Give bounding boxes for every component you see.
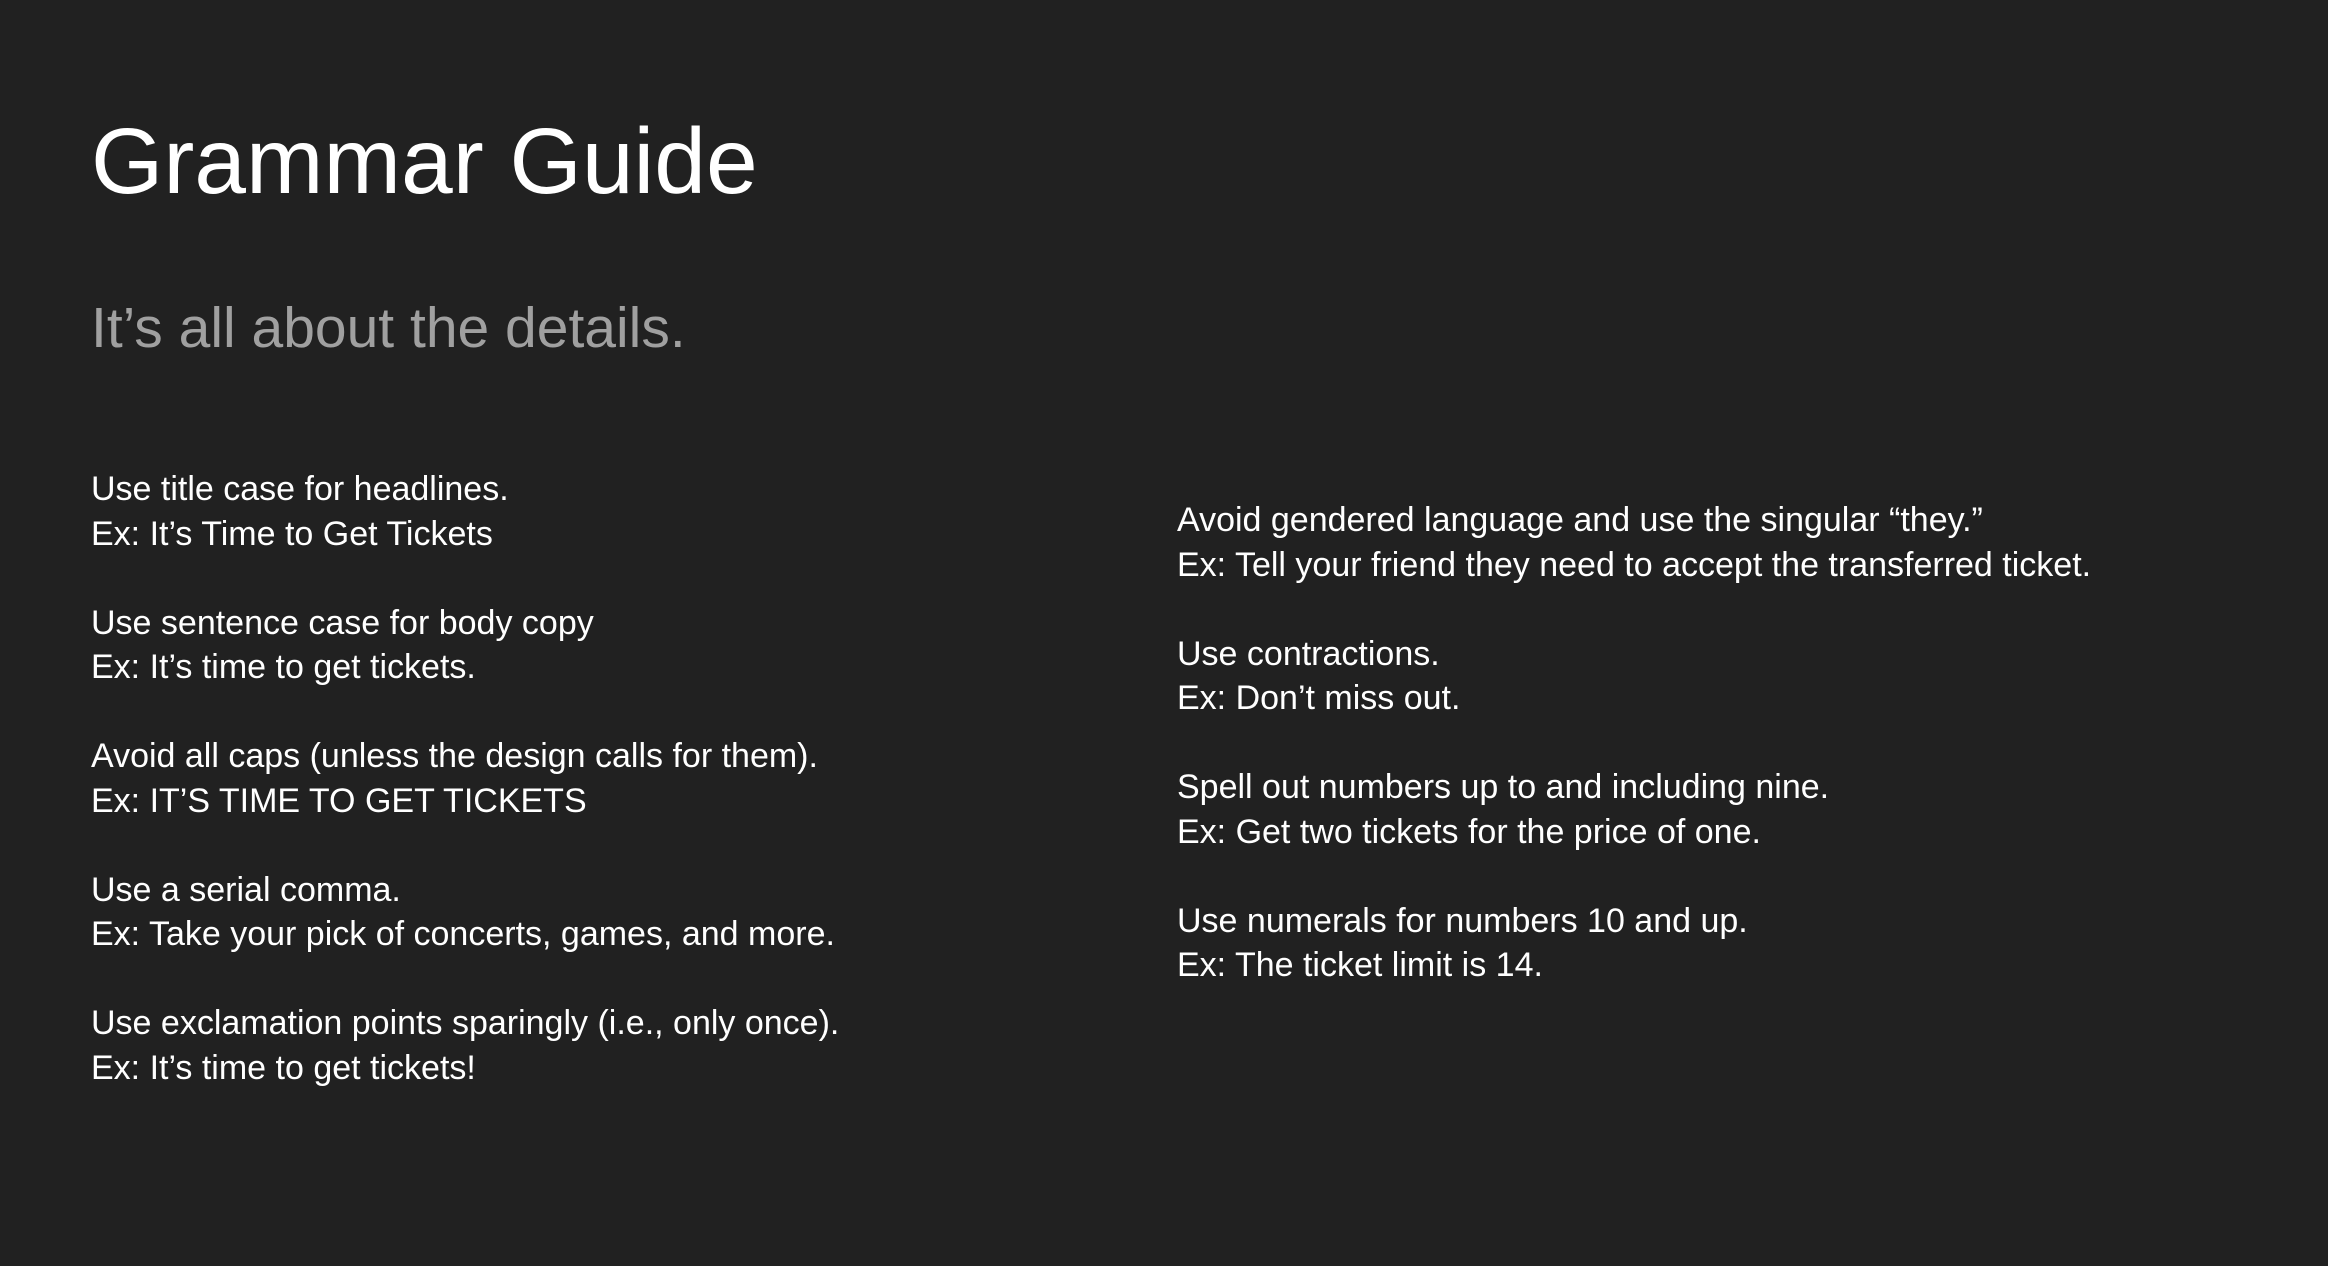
rule-item xyxy=(91,868,1091,957)
rule-item xyxy=(91,601,1091,690)
rules-column-left xyxy=(91,467,1091,1090)
rule-text: Use title case for headlines. xyxy=(91,470,509,508)
rule-example: Ex: It’s time to get tickets! xyxy=(91,1048,476,1087)
rule-text: Use exclamation points sparingly (i.e., only once). xyxy=(91,1004,840,1042)
rule-item xyxy=(91,1001,1091,1090)
rule-item xyxy=(1177,765,2097,854)
rule-text: Use a serial comma. xyxy=(91,870,401,909)
rule-example: Ex: It’s Time to Get Tickets xyxy=(91,514,493,553)
page-title: Grammar Guide xyxy=(91,109,758,213)
page-subtitle: It’s all about the details. xyxy=(91,296,686,360)
rule-item xyxy=(91,467,1091,556)
rule-text: Spell out numbers up to and including nine. xyxy=(1177,768,1830,806)
rule-item xyxy=(91,734,1091,823)
rule-example: Ex: It’s time to get tickets. xyxy=(91,648,476,686)
rule-example: Ex: Tell your friend they need to accept the transferred ticket. xyxy=(1177,545,2092,584)
rule-text: Avoid gendered language and use the singular “they.” xyxy=(1177,501,1983,539)
rule-example: Ex: Take your pick of concerts, games, and more. xyxy=(91,915,835,953)
rule-item xyxy=(1177,632,2097,721)
rules-column-right xyxy=(1177,498,2097,988)
rule-text: Use numerals for numbers 10 and up. xyxy=(1177,901,1748,940)
rule-item xyxy=(1177,498,2097,587)
rule-text: Use sentence case for body copy xyxy=(91,603,594,642)
rule-example: Ex: The ticket limit is 14. xyxy=(1177,946,1543,984)
rule-example: Ex: Get two tickets for the price of one. xyxy=(1177,812,1761,851)
rule-text: Avoid all caps (unless the design calls for them). xyxy=(91,737,818,775)
rule-text: Use contractions. xyxy=(1177,634,1440,673)
rule-example: Ex: Don’t miss out. xyxy=(1177,679,1461,717)
rule-item xyxy=(1177,899,2097,988)
rule-example: Ex: IT’S TIME TO GET TICKETS xyxy=(91,781,587,820)
